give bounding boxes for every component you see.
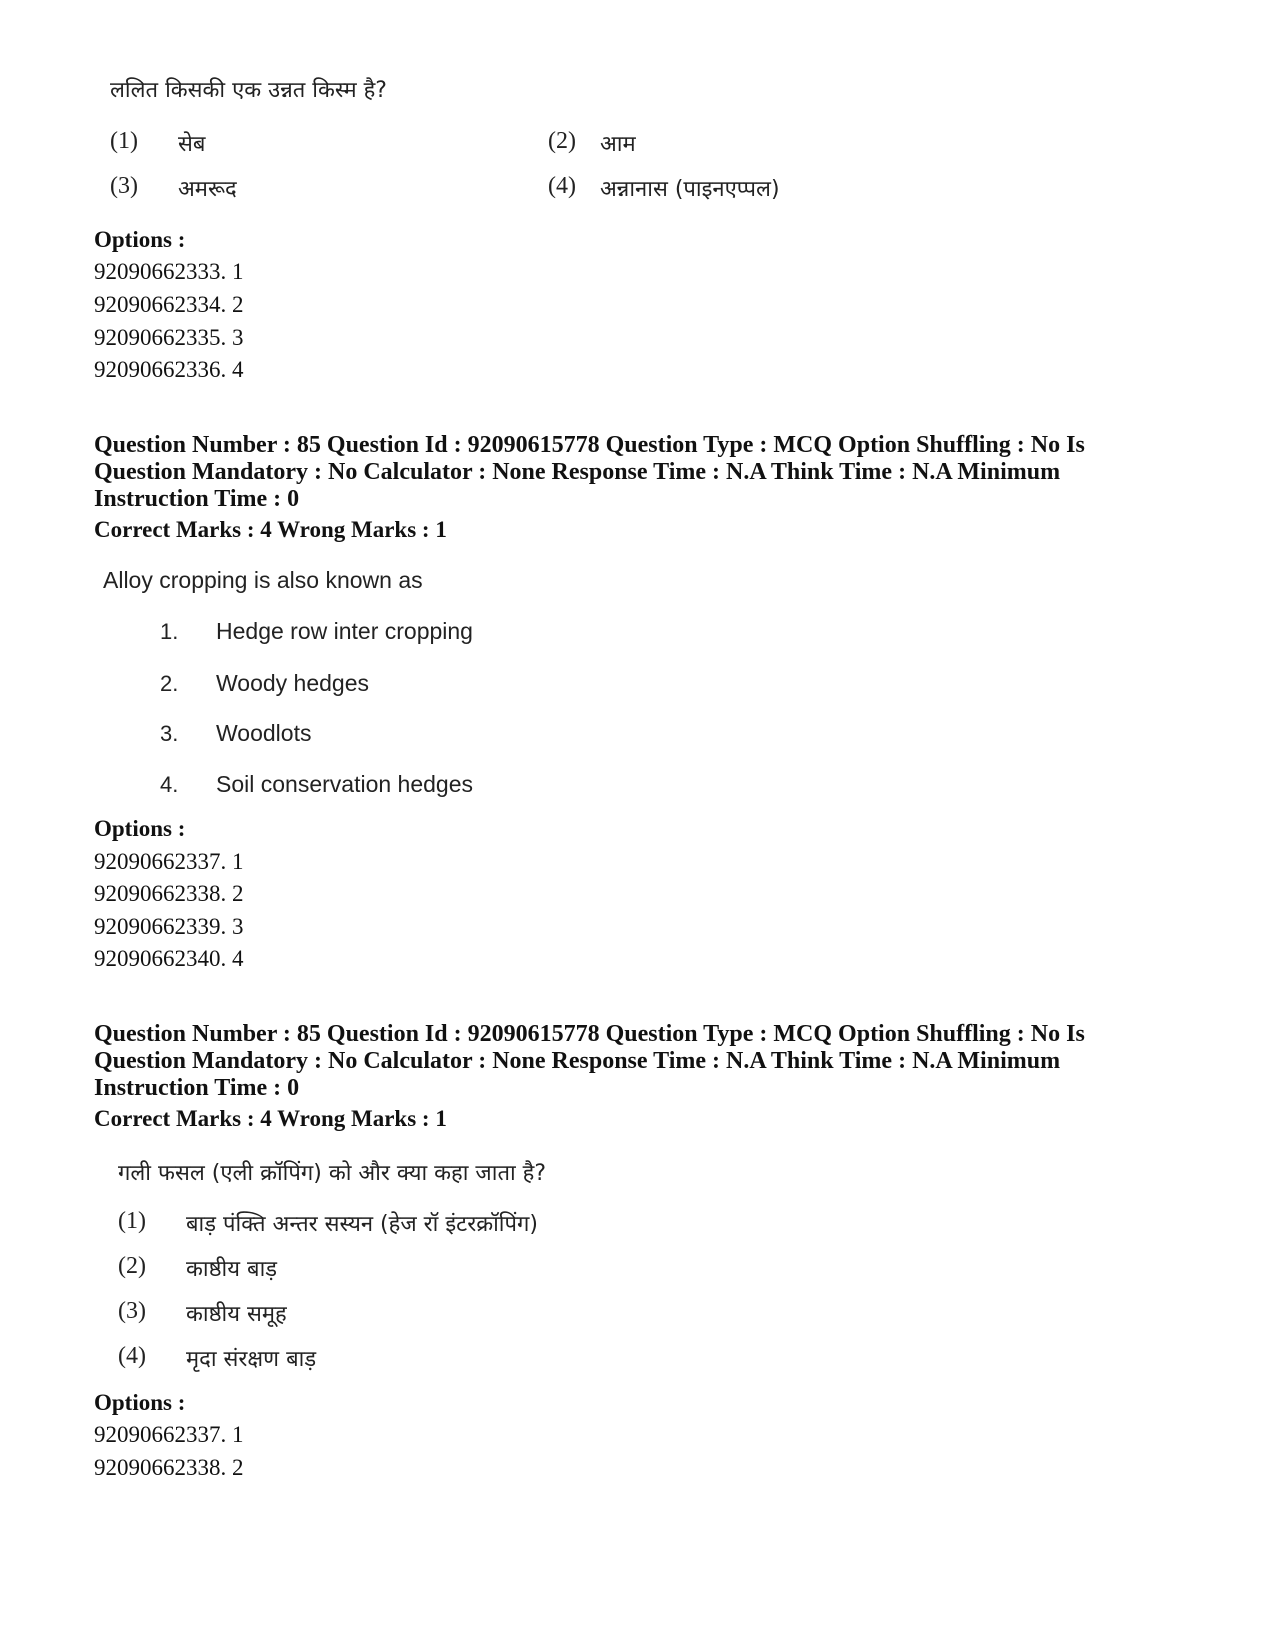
choice-number: (2) (118, 1253, 146, 1279)
question-text: Alloy cropping is also known as (103, 567, 423, 593)
question-meta-line: Instruction Time : 0 (94, 1075, 300, 1101)
question-text-hindi: गली फसल (एली क्रॉपिंग) को और क्या कहा जाता है? (118, 1161, 547, 1186)
option-id: 92090662336. 4 (94, 357, 244, 382)
question-text-hindi: ललित किसकी एक उन्नत किस्म है? (110, 78, 387, 103)
marks-line: Correct Marks : 4 Wrong Marks : 1 (94, 1106, 447, 1131)
choice-number: (3) (110, 173, 138, 199)
option-id: 92090662338. 2 (94, 1455, 244, 1480)
question-meta (94, 432, 1194, 513)
question-meta (94, 1021, 1194, 1102)
option-id: 92090662335. 3 (94, 325, 244, 350)
question-meta-line: Question Mandatory : No Calculator : None Response Time : N.A Think Time : N.A Minimum (94, 459, 1061, 485)
choice-text: Soil conservation hedges (216, 771, 473, 797)
question-meta-line: Question Number : 85 Question Id : 92090615778 Question Type : MCQ Option Shuffling : No Is (94, 432, 1085, 458)
choice-number: (2) (548, 128, 576, 154)
question-meta-line: Question Mandatory : No Calculator : None Response Time : N.A Think Time : N.A Minimum (94, 1048, 1061, 1074)
options-heading: Options : (94, 1390, 186, 1415)
choice-text: सेब (178, 132, 206, 157)
options-heading: Options : (94, 816, 186, 841)
choice-text: अन्नानास (पाइनएप्पल) (600, 177, 780, 202)
question-meta-line: Question Number : 85 Question Id : 92090615778 Question Type : MCQ Option Shuffling : No Is (94, 1021, 1085, 1047)
option-id: 92090662337. 1 (94, 1422, 244, 1447)
option-id: 92090662340. 4 (94, 946, 244, 971)
marks-line: Correct Marks : 4 Wrong Marks : 1 (94, 517, 447, 542)
choice-text: अमरूद (178, 177, 237, 202)
choice-text: मृदा संरक्षण बाड़ (186, 1347, 317, 1372)
option-id: 92090662338. 2 (94, 881, 244, 906)
option-id: 92090662339. 3 (94, 914, 244, 939)
choice-text: Woody hedges (216, 670, 370, 696)
option-id: 92090662334. 2 (94, 292, 244, 317)
choice-number: 3. (160, 721, 179, 746)
choice-number: 4. (160, 772, 179, 797)
choice-number: 2. (160, 671, 179, 696)
options-heading: Options : (94, 227, 186, 252)
choice-number: (1) (110, 128, 138, 154)
question-meta-line: Instruction Time : 0 (94, 486, 300, 512)
choice-text: आम (600, 132, 636, 157)
choice-number: 1. (160, 619, 179, 644)
choice-number: (4) (548, 173, 576, 199)
option-id: 92090662337. 1 (94, 849, 244, 874)
choice-text: Woodlots (216, 720, 312, 746)
choice-text: काष्ठीय बाड़ (186, 1257, 278, 1282)
choice-text: Hedge row inter cropping (216, 618, 473, 644)
choice-number: (4) (118, 1343, 146, 1369)
choice-number: (1) (118, 1208, 146, 1234)
choice-text: बाड़ पंक्ति अन्तर सस्यन (हेज रॉ इंटरक्रॉपिंग) (186, 1212, 538, 1237)
option-id: 92090662333. 1 (94, 259, 244, 284)
choice-text: काष्ठीय समूह (186, 1302, 287, 1327)
choice-number: (3) (118, 1298, 146, 1324)
